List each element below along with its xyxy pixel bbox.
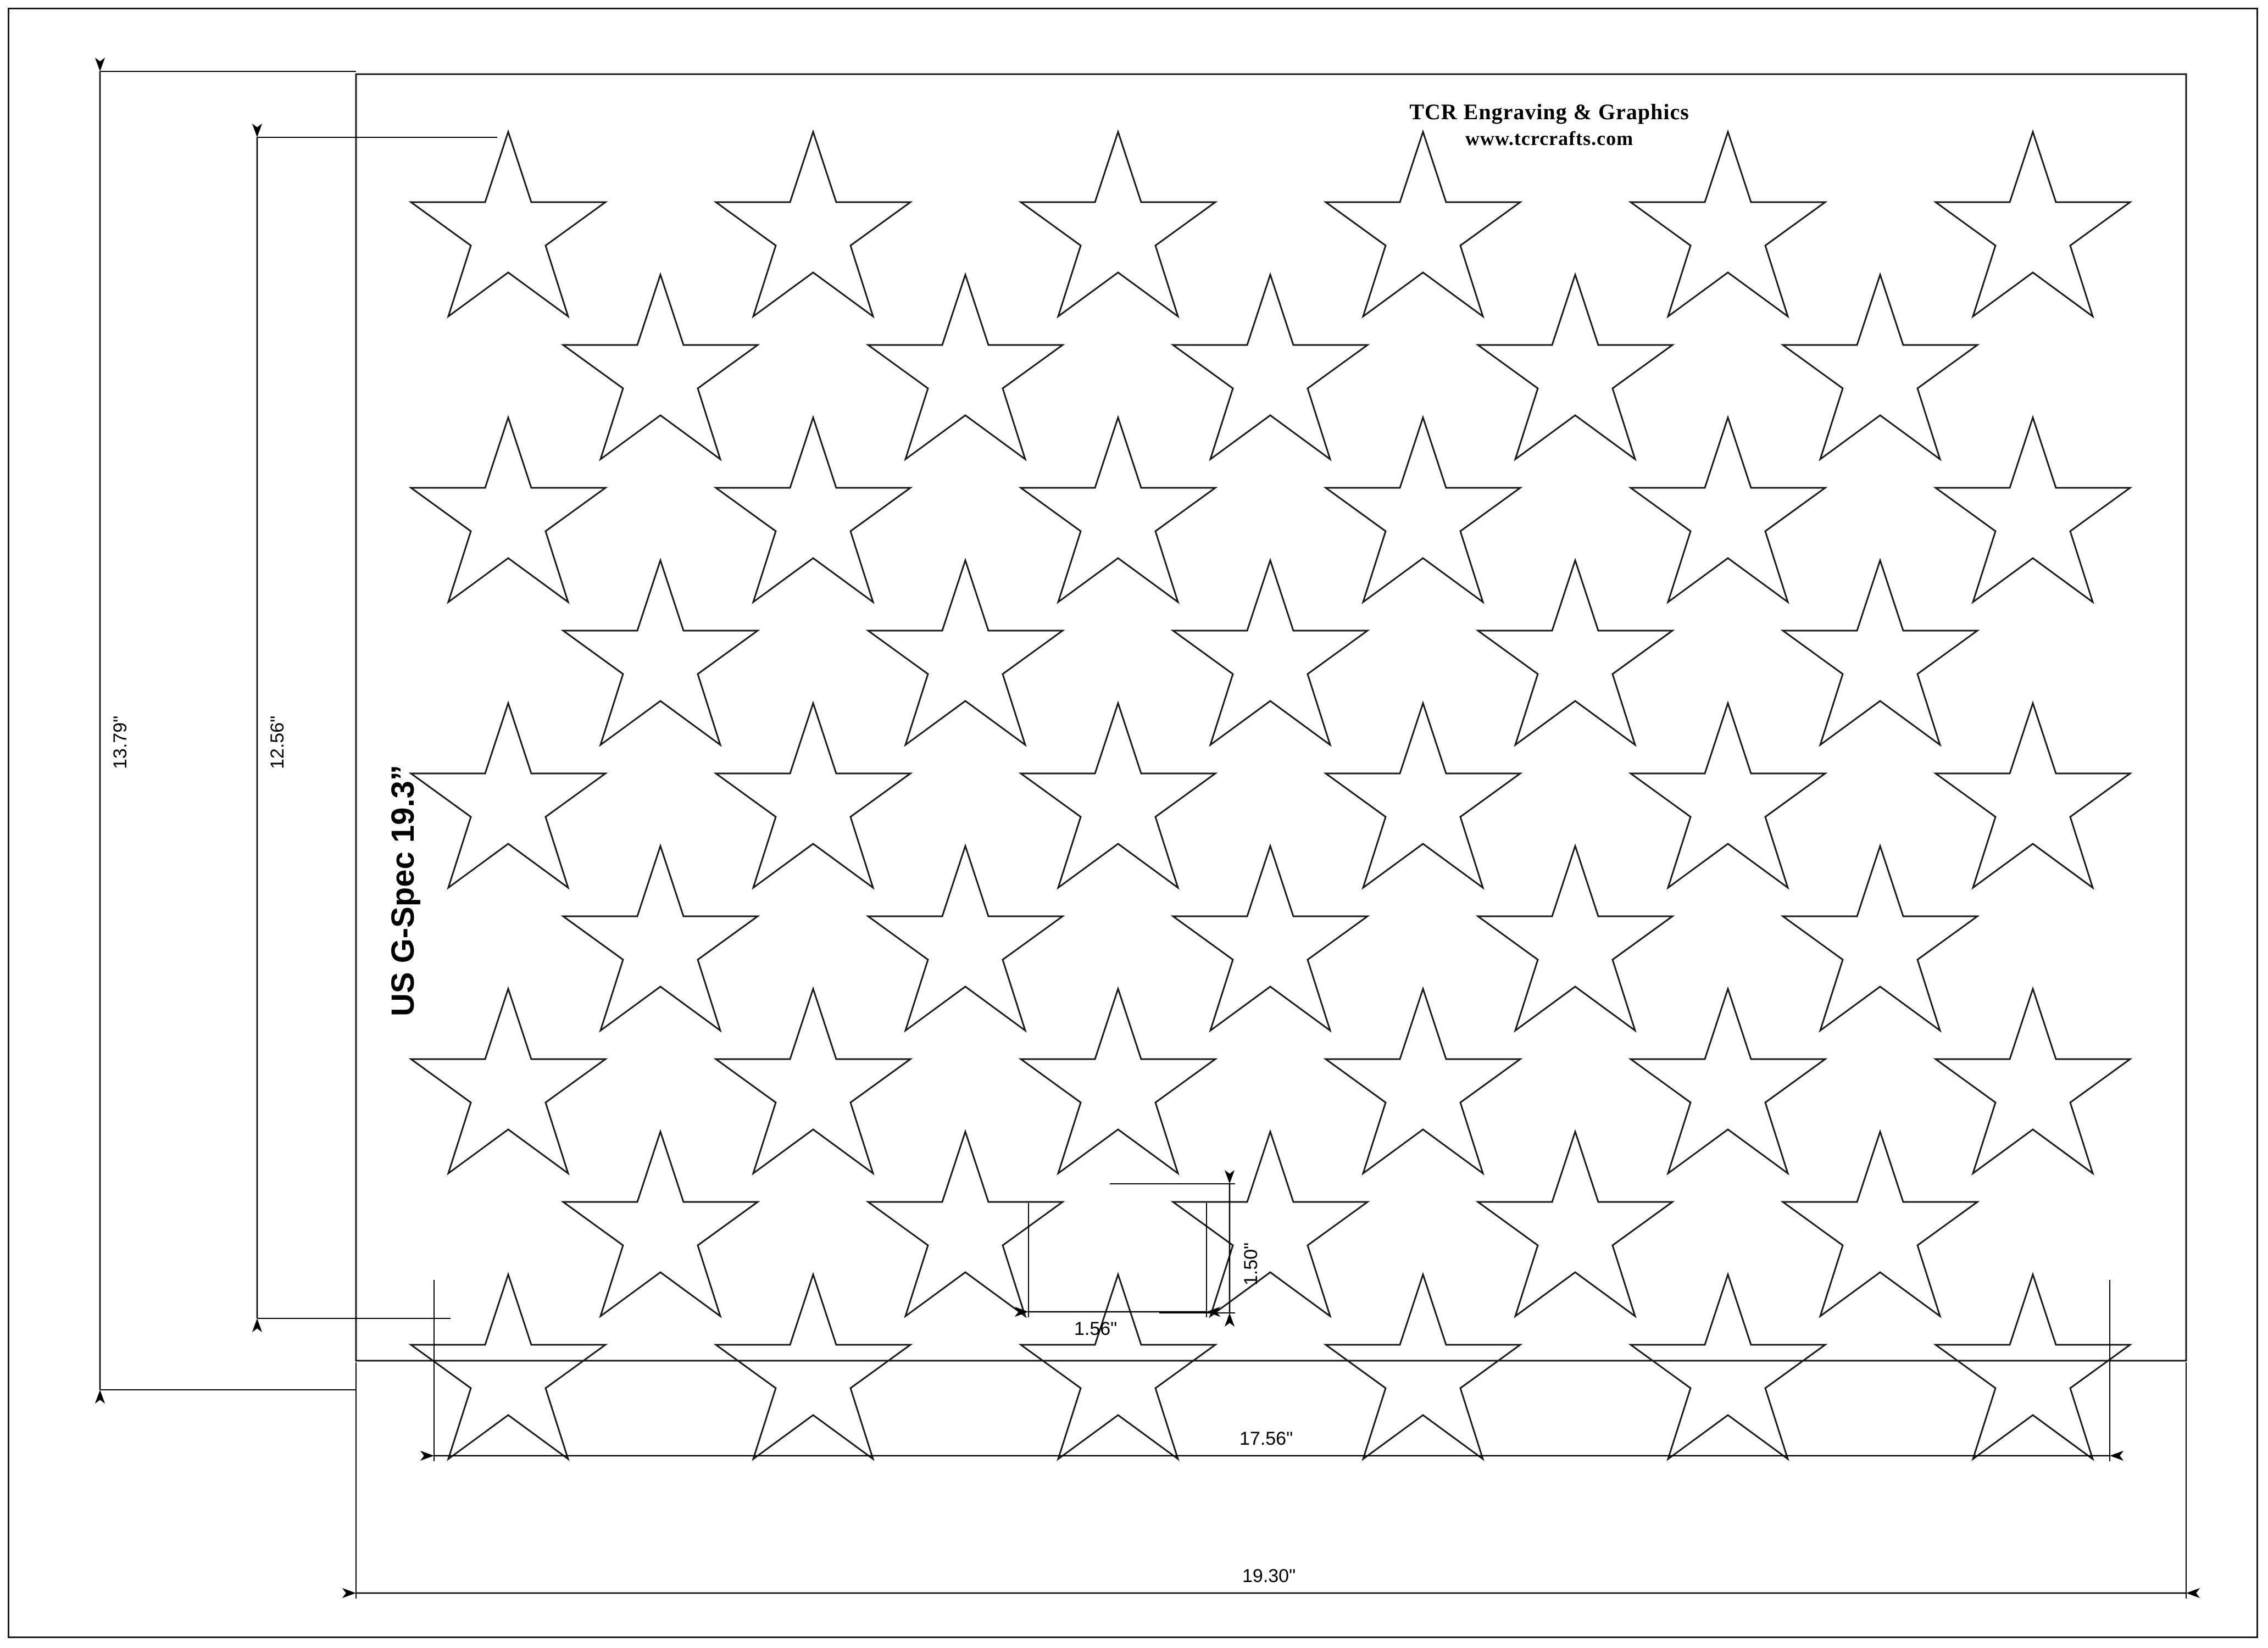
star — [868, 1132, 1063, 1316]
star — [1021, 1274, 1215, 1459]
star — [716, 703, 910, 888]
star — [1936, 1274, 2130, 1459]
brand-url: www.tcrcrafts.com — [1465, 127, 1634, 149]
star — [1326, 1274, 1520, 1459]
dim-field-height-label: 12.56" — [267, 715, 288, 769]
brand-name: TCR Engraving & Graphics — [1409, 99, 1689, 124]
star-field-rectangle — [356, 74, 2186, 1361]
star — [1936, 703, 2130, 888]
star — [1173, 846, 1368, 1031]
star — [563, 560, 758, 745]
star-grid — [411, 132, 2130, 1459]
star — [1783, 560, 1977, 745]
star — [1326, 703, 1520, 888]
star — [1173, 275, 1368, 459]
star — [1478, 846, 1672, 1031]
star — [1326, 417, 1520, 602]
star — [411, 1274, 605, 1459]
star — [1936, 989, 2130, 1173]
star — [716, 989, 910, 1173]
star — [716, 1274, 910, 1459]
star — [1783, 1132, 1977, 1316]
star — [868, 275, 1063, 459]
star — [1021, 417, 1215, 602]
star — [1478, 275, 1672, 459]
star — [1631, 417, 1825, 602]
star — [411, 132, 605, 316]
star — [411, 703, 605, 888]
star — [563, 846, 758, 1031]
brand-block — [1396, 99, 1703, 150]
dim-star-height-label: 1.50" — [1241, 1242, 1261, 1285]
star — [1021, 132, 1215, 316]
star — [1021, 989, 1215, 1173]
star — [1936, 132, 2130, 316]
star — [868, 560, 1063, 745]
dim-overall-width-label: 19.30" — [1233, 1566, 1304, 1587]
star — [563, 275, 758, 459]
star — [1478, 1132, 1672, 1316]
page-title: US G-Spec 19.3” — [385, 765, 421, 1016]
star — [1783, 846, 1977, 1031]
star — [1631, 989, 1825, 1173]
star — [1021, 703, 1215, 888]
dim-field-width-label: 17.56" — [1231, 1428, 1302, 1450]
star — [716, 132, 910, 316]
star — [1326, 989, 1520, 1173]
dim-overall-height-label: 13.79" — [110, 715, 131, 769]
star — [411, 989, 605, 1173]
dim-star-width-label: 1.56" — [1074, 1318, 1118, 1339]
star — [1173, 560, 1368, 745]
star — [1326, 132, 1520, 316]
star — [563, 1132, 758, 1316]
star — [411, 417, 605, 602]
star — [1631, 703, 1825, 888]
star — [1631, 1274, 1825, 1459]
star — [1173, 1132, 1368, 1316]
star — [1631, 132, 1825, 316]
star — [716, 417, 910, 602]
star — [1783, 275, 1977, 459]
star — [868, 846, 1063, 1031]
star — [1936, 417, 2130, 602]
star — [1478, 560, 1672, 745]
